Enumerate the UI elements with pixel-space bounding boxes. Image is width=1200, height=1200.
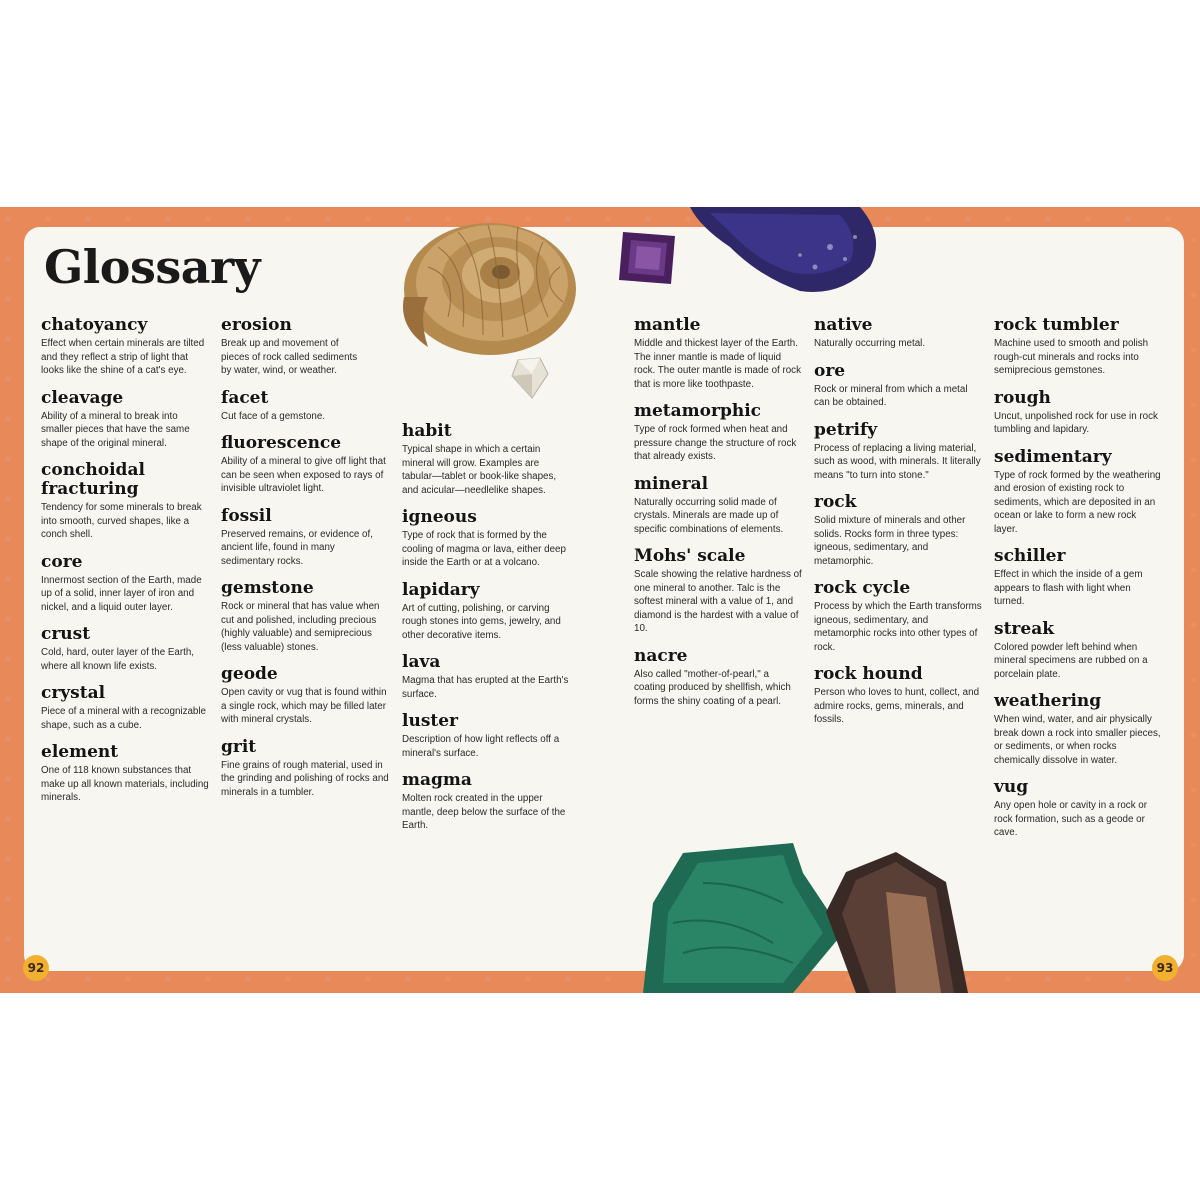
glossary-term: rock tumbler xyxy=(994,315,1119,335)
glossary-definition: Naturally occurring metal. xyxy=(814,338,926,349)
glossary-entry xyxy=(634,316,802,391)
glossary-definition: Person who loves to hunt, collect, and admire rocks, gems, minerals, and fossils. xyxy=(814,687,980,725)
glossary-definition: Molten rock created in the upper mantle, deep below the surface of the Earth. xyxy=(402,793,566,831)
glossary-entry xyxy=(634,402,802,464)
glossary-entry xyxy=(634,647,802,709)
glossary-entry xyxy=(402,422,570,497)
glossary-entry xyxy=(994,778,1162,840)
glossary-term: conchoidal fracturing xyxy=(41,460,145,499)
glossary-term: nacre xyxy=(634,645,688,666)
glossary-term: rough xyxy=(994,387,1051,408)
glossary-definition: Cold, hard, outer layer of the Earth, where all known life exists. xyxy=(41,647,195,672)
glossary-column-3 xyxy=(402,422,570,844)
glossary-term: weathering xyxy=(994,691,1102,711)
glossary-definition: Middle and thickest layer of the Earth. The inner mantle is made of liquid rock. The outer mantle is made of rock that is more like toothpaste. xyxy=(634,338,801,390)
glossary-term: rock cycle xyxy=(814,578,911,598)
glossary-definition: Open cavity or vug that is found within a single rock, which may be filled later with mineral crystals. xyxy=(221,687,387,725)
glossary-term: grit xyxy=(221,736,257,757)
glossary-term: crystal xyxy=(41,683,106,703)
glossary-entry xyxy=(814,421,982,483)
glossary-term: crust xyxy=(41,624,91,644)
glossary-definition: Innermost section of the Earth, made up of a solid, inner layer of iron and nickel, and a liquid outer layer. xyxy=(41,574,202,613)
glossary-entry xyxy=(814,579,982,654)
glossary-entry xyxy=(814,362,982,410)
glossary-definition: Preserved remains, or evidence of, ancient life, found in many sedimentary rocks. xyxy=(221,528,373,567)
glossary-term: core xyxy=(41,551,83,572)
smoky-quartz-image xyxy=(826,852,968,993)
glossary-definition: Break up and movement of pieces of rock called sediments by water, wind, or weather. xyxy=(221,338,358,376)
glossary-term: chatoyancy xyxy=(41,315,148,335)
glossary-term: fossil xyxy=(221,505,272,526)
glossary-definition: Scale showing the relative hardness of one mineral to another. Talc is the softest mineral with a value of 1, and diamond is the hardest with a value of 10. xyxy=(634,569,802,634)
glossary-entry xyxy=(41,461,209,542)
glossary-term: geode xyxy=(221,664,278,684)
glossary-entry xyxy=(221,738,389,800)
glossary-definition: Description of how light reflects off a mineral's surface. xyxy=(402,734,560,759)
glossary-definition: Colored powder left behind when mineral specimens are rubbed on a porcelain plate. xyxy=(994,641,1148,680)
glossary-entry xyxy=(221,434,389,496)
glossary-definition: Machine used to smooth and polish rough-cut minerals and rocks into semiprecious gemstones. xyxy=(994,338,1149,376)
glossary-entry xyxy=(41,684,209,732)
glossary-definition: Uncut, unpolished rock for use in rock tumbling and lapidary. xyxy=(994,410,1158,435)
glossary-term: luster xyxy=(402,711,459,731)
glossary-entry xyxy=(221,507,389,569)
glossary-column-1 xyxy=(41,316,209,816)
glossary-definition: Type of rock that is formed by the cooling of magma or lava, either deep inside the Earth or at a volcano. xyxy=(402,530,566,568)
lapis-image xyxy=(690,207,886,297)
glossary-term: ore xyxy=(814,360,846,381)
glossary-definition: Tendency for some minerals to break into smooth, curved shapes, like a conch shell. xyxy=(41,502,202,540)
ammonite-image xyxy=(388,207,576,357)
glossary-column-5 xyxy=(814,316,982,738)
glossary-column-2 xyxy=(221,316,389,810)
glossary-entry xyxy=(402,653,570,701)
glossary-entry xyxy=(402,581,570,643)
glossary-term: streak xyxy=(994,618,1054,639)
glossary-term: element xyxy=(41,742,119,762)
glossary-definition: Piece of a mineral with a recognizable shape, such as a cube. xyxy=(41,706,207,731)
glossary-entry xyxy=(41,553,209,615)
glossary-entry xyxy=(221,316,389,378)
glossary-term: magma xyxy=(402,770,472,790)
page-number-right: 93 xyxy=(1152,955,1178,981)
page-number-left: 92 xyxy=(23,955,49,981)
glossary-term: fluorescence xyxy=(221,433,342,453)
glossary-term: schiller xyxy=(994,546,1066,566)
glossary-definition: Effect in which the inside of a gem appears to flash with light when turned. xyxy=(994,569,1143,607)
glossary-entry xyxy=(402,508,570,570)
glossary-definition: Type of rock formed when heat and pressure change the structure of rock that already exists. xyxy=(634,424,797,462)
glossary-term: Mohs' scale xyxy=(634,546,746,566)
glossary-entry xyxy=(634,547,802,636)
glossary-column-4 xyxy=(634,316,802,719)
glossary-definition: Typical shape in which a certain mineral will grow. Examples are tabular—tablet or book-like shapes, and acicular—needlelike shapes. xyxy=(402,444,557,496)
glossary-entry xyxy=(994,620,1162,682)
glossary-entry xyxy=(994,448,1162,537)
glossary-entry xyxy=(221,389,389,424)
glossary-entry xyxy=(994,316,1162,378)
glossary-column-6 xyxy=(994,316,1162,851)
glossary-definition: When wind, water, and air physically break down a rock into smaller pieces, or sediments, or when rocks chemically dissolve in water. xyxy=(994,714,1161,766)
glossary-entry xyxy=(221,665,389,727)
glossary-entry xyxy=(634,475,802,537)
amethyst-image xyxy=(617,228,679,288)
glossary-term: igneous xyxy=(402,507,477,527)
glossary-entry xyxy=(41,316,209,378)
glossary-term: lapidary xyxy=(402,579,480,600)
glossary-entry xyxy=(994,547,1162,609)
glossary-definition: Ability of a mineral to give off light that can be seen when exposed to rays of invisible ultraviolet light. xyxy=(221,456,386,494)
glossary-term: petrify xyxy=(814,419,878,440)
glossary-definition: Fine grains of rough material, used in the grinding and polishing of rocks and minerals in a tumbler. xyxy=(221,759,389,798)
glossary-term: erosion xyxy=(221,315,292,335)
glossary-entry xyxy=(814,316,982,351)
glossary-definition: Art of cutting, polishing, or carving rough stones into gems, jewelry, and other decorative items. xyxy=(402,602,561,641)
glossary-entry xyxy=(994,389,1162,437)
glossary-entry xyxy=(41,625,209,673)
glossary-definition: Naturally occurring solid made of crystals. Minerals are made up of specific combinations of elements. xyxy=(634,496,784,535)
glossary-term: rock hound xyxy=(814,664,923,684)
page-title: Glossary xyxy=(44,240,261,294)
glossary-entry xyxy=(41,743,209,805)
glossary-definition: Also called "mother-of-pearl," a coating produced by shellfish, which forms the shiny coating of a pearl. xyxy=(634,668,791,707)
glossary-definition: Process of replacing a living material, such as wood, with minerals. It literally means "to turn into stone." xyxy=(814,442,981,481)
glossary-definition: Rock or mineral that has value when cut and polished, including precious (highly valuable) and semiprecious (less valuable) stones. xyxy=(221,601,380,653)
glossary-definition: Magma that has erupted at the Earth's surface. xyxy=(402,675,569,700)
glossary-definition: Ability of a mineral to break into smaller pieces that have the same shape of the original mineral. xyxy=(41,410,190,449)
glossary-term: gemstone xyxy=(221,578,314,598)
glossary-definition: Any open hole or cavity in a rock or rock formation, such as a geode or cave. xyxy=(994,800,1148,838)
glossary-definition: Rock or mineral from which a metal can be obtained. xyxy=(814,383,968,408)
glossary-definition: Cut face of a gemstone. xyxy=(221,410,326,422)
glossary-term: cleavage xyxy=(41,387,124,408)
glossary-term: facet xyxy=(221,387,269,408)
glossary-term: rock xyxy=(814,492,857,512)
glossary-term: sedimentary xyxy=(994,446,1112,467)
glossary-entry xyxy=(41,389,209,451)
glossary-term: vug xyxy=(994,777,1029,797)
glossary-definition: Solid mixture of minerals and other solids. Rocks form in three types: igneous, sedimentary, and metamorphic. xyxy=(814,515,966,567)
glossary-definition: One of 118 known substances that make up all known materials, including minerals. xyxy=(41,765,209,803)
glossary-entry xyxy=(402,712,570,760)
glossary-entry xyxy=(402,771,570,833)
malachite-image xyxy=(643,843,843,993)
glossary-entry xyxy=(814,493,982,568)
glossary-definition: Process by which the Earth transforms igneous, sedimentary, and metamorphic rocks into other types of rock. xyxy=(814,601,982,653)
glossary-entry xyxy=(814,665,982,727)
glossary-definition: Type of rock formed by the weathering and erosion of existing rock to sediments, which are deposited in an ocean or lake to form a new rock layer. xyxy=(994,469,1161,535)
glossary-term: mantle xyxy=(634,315,701,335)
glossary-term: metamorphic xyxy=(634,401,762,421)
glossary-term: habit xyxy=(402,421,452,441)
glossary-definition: Effect when certain minerals are tilted and they reflect a strip of light that looks like the shine of a cat's eye. xyxy=(41,338,205,376)
diamond-image xyxy=(510,354,550,400)
glossary-term: native xyxy=(814,315,873,335)
glossary-entry xyxy=(221,579,389,654)
glossary-term: lava xyxy=(402,652,441,672)
glossary-term: mineral xyxy=(634,473,709,494)
glossary-entry xyxy=(994,692,1162,767)
